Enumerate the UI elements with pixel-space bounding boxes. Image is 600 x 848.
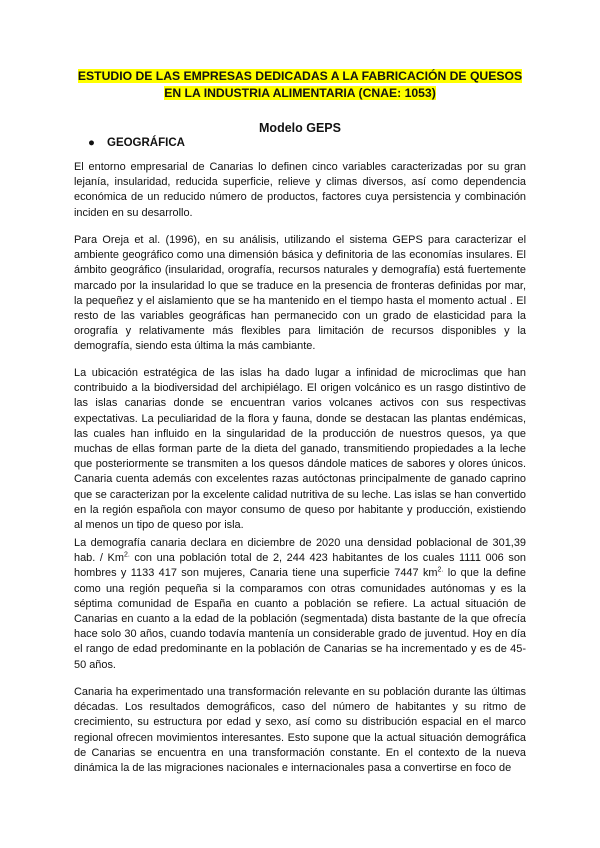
section-subtitle: Modelo GEPS xyxy=(259,121,341,135)
paragraph-4-part-c: lo que la define como una región pequeña si la comparamos con otras comunidades autónomas y es la séptima comunidad de España en cuanto a población se refiere. La actual situación de Canarias en cuanto a la edad de la población (segmentada) dista bastante de la que ofrecía hace solo 30 años, cuando todavía mantenía un considerable grado de juventud. Hoy en día el rango de edad predominante en la población de Canarias se ha incrementado y es de 45-50 años. xyxy=(74,567,526,671)
paragraph-2: Para Oreja et al. (1996), en su análisis, utilizando el sistema GEPS para caracterizar el ambiente geográfico como una dimensión básica y definitoria de las economías insulares. El ámbito geográfico (insularidad, orografía, recursos naturales y demografía) está fuertemente marcado por la insularidad lo que se traduce en la presencia de fronteras definidas por mar, la pequeñez y el aislamiento que se ha mantenido en el tiempo hasta el momento actual . El resto de las variables geográficas han permanecido con un grado de elasticidad para la orografía y relativamente más flexibles para limitación de recursos disponibles y la demografía, siendo esta última la más cambiante. xyxy=(74,234,526,353)
title-line-2: EN LA INDUSTRIA ALIMENTARIA (CNAE: 1053) xyxy=(164,86,436,100)
title-line-1: ESTUDIO DE LAS EMPRESAS DEDICADAS A LA FABRICACIÓN DE QUESOS xyxy=(77,69,523,83)
superscript-squared-1: 2. xyxy=(123,551,130,559)
bullet-item-geografica xyxy=(88,136,185,150)
paragraph-4-part-a: La demografía canaria declara en diciembre de 2020 una densidad poblacional de 301,39 hab. / Km xyxy=(74,537,526,565)
paragraph-3: La ubicación estratégica de las islas ha dado lugar a infinidad de microclimas que han contribuido a la biodiversidad del archipiélago. El origen volcánico es un rasgo distintivo de las islas canarias donde se encuentran varios volcanes activos con sus respectivas expectativas. La peculiaridad de la flora y fauna, donde se destacan las plantas endémicas, las cuales han influido en la singularidad de la producción de nuestros quesos, ya que muchas de ellas forman parte de la dieta del ganado, transmitiendo propiedades a la leche que posteriormente se transmiten a los quesos dándole matices de sabores y olores únicos. Canaria cuenta además con excelentes razas autóctonas principalmente de ganado caprino que se caracterizan por la excelente calidad nutritiva de su leche. Las islas se han convertido en la región española con mayor consumo de queso por habitante y producción, existiendo al menos un tipo de queso por isla. xyxy=(74,367,526,532)
superscript-squared-2: 2. xyxy=(437,566,444,574)
bullet-dot-icon: ● xyxy=(88,137,95,149)
paragraph-5: Canaria ha experimentado una transformación relevante en su población durante las últimas décadas. Los resultados demográficos, caso del número de habitantes y su ritmo de crecimiento, su estructura por edad y sexo, así como su distribución espacial en el marco regional ofrecen movimientos interesantes. Esto supone que la actual situación demográfica de Canarias se encuentra en una transformación constante. En el contexto de la nueva dinámica la de las migraciones nacionales e internacionales pasa a convertirse en foco de xyxy=(74,686,526,775)
paragraph-4 xyxy=(74,536,526,673)
paragraph-4-part-b: con una población total de 2, 244 423 habitantes de los cuales 1111 006 son hombres y 1133 417 son mujeres, Canaria tiene una superficie 7447 km xyxy=(74,552,526,580)
document-title xyxy=(60,68,540,102)
bullet-label: GEOGRÁFICA xyxy=(107,137,185,149)
paragraph-1: El entorno empresarial de Canarias lo definen cinco variables caracterizadas por su gran lejanía, insularidad, reducida superficie, relieve y climas diversos, así como dependencia económica de un reducido número de productos, factores cuya persistencia y combinación inciden en su desarrollo. xyxy=(74,161,526,219)
